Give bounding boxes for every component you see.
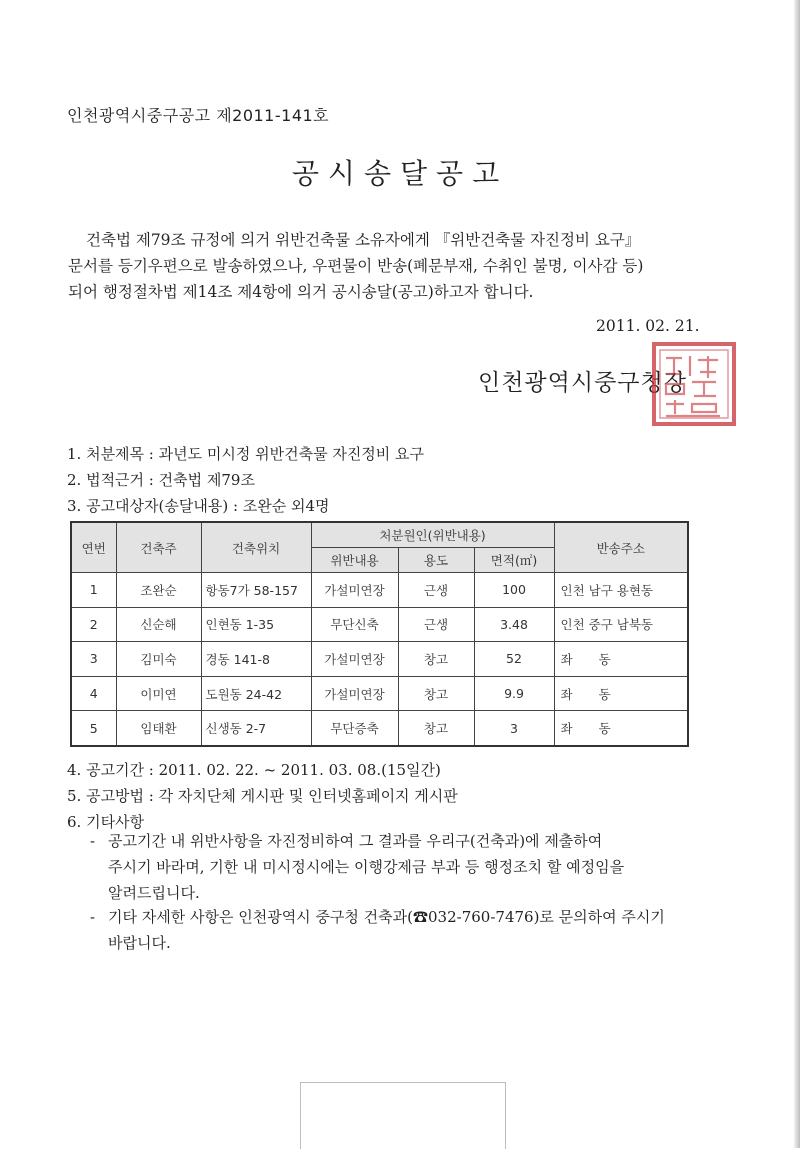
table-row — [71, 676, 688, 711]
announcement-date: 2011. 02. 21. — [596, 317, 700, 335]
note-contact — [90, 904, 710, 956]
target-table — [70, 521, 689, 747]
cell-location: 도원동 24-42 — [201, 676, 311, 711]
cell-address: 인천 중구 남북동 — [554, 607, 688, 642]
table-row — [71, 642, 688, 677]
header-return-address: 반송주소 — [554, 522, 688, 573]
page-title: 공시송달공고 — [291, 157, 509, 190]
note2-line-1: 기타 자세한 사항은 인천광역시 중구청 건축과(☎032-760-7476)로 문의하여 주시기 — [108, 908, 665, 926]
note2-line-2: 바랍니다. — [108, 934, 171, 952]
note1-line-1: 공고기간 내 위반사항을 자진정비하여 그 결과를 우리구(건축과)에 제출하여 — [108, 832, 603, 850]
item-disposition-title: 1. 처분제목 : 과년도 미시정 위반건축물 자진정비 요구 — [67, 445, 425, 463]
cell-use: 창고 — [398, 642, 474, 677]
intro-line-2: 문서를 등기우편으로 발송하였으나, 우편물이 반송(폐문부재, 수취인 불명, 이사감 등) — [68, 257, 644, 275]
note1-line-2: 주시기 바라며, 기한 내 미시정시에는 이행강제금 부과 등 행정조치 할 예정임을 — [108, 858, 625, 876]
item-other: 6. 기타사항 — [67, 813, 145, 831]
note1-line-3: 알려드립니다. — [108, 884, 200, 902]
cell-no: 1 — [71, 573, 116, 608]
scan-stamp-box — [300, 1082, 506, 1149]
cell-location: 신생동 2-7 — [201, 711, 311, 746]
header-area: 면적(㎡) — [474, 548, 554, 573]
cell-owner: 신순해 — [116, 607, 201, 642]
cell-area: 3 — [474, 711, 554, 746]
cell-violation: 무단증축 — [311, 711, 398, 746]
header-use: 용도 — [398, 548, 474, 573]
cell-location: 항동7가 58-157 — [201, 573, 311, 608]
table-row — [71, 607, 688, 642]
header-disposition-cause: 처분원인(위반내용) — [311, 522, 554, 548]
cell-no: 3 — [71, 642, 116, 677]
cell-location: 경동 141-8 — [201, 642, 311, 677]
item-legal-basis: 2. 법적근거 : 건축법 제79조 — [67, 471, 255, 489]
table-row — [71, 573, 688, 608]
intro-line-1: 건축법 제79조 규정에 의거 위반건축물 소유자에게 『위반건축물 자진정비 요구』 — [86, 231, 641, 249]
notice-details — [67, 757, 458, 835]
cell-owner: 이미연 — [116, 676, 201, 711]
cell-owner: 조완순 — [116, 573, 201, 608]
cell-owner: 임태환 — [116, 711, 201, 746]
cell-address: 좌동 — [554, 676, 688, 711]
item-method: 5. 공고방법 : 각 자치단체 게시판 및 인터넷홈페이지 게시판 — [67, 787, 458, 805]
cell-address: 좌동 — [554, 642, 688, 677]
issuer-name: 인천광역시중구청장 — [478, 370, 687, 396]
cell-address: 좌동 — [554, 711, 688, 746]
notice-items — [67, 441, 424, 519]
cell-area: 3.48 — [474, 607, 554, 642]
cell-location: 인현동 1-35 — [201, 607, 311, 642]
cell-owner: 김미숙 — [116, 642, 201, 677]
item-period: 4. 공고기간 : 2011. 02. 22. ~ 2011. 03. 08.(15일간) — [67, 761, 441, 779]
cell-no: 4 — [71, 676, 116, 711]
cell-violation: 가설미연장 — [311, 642, 398, 677]
header-location: 건축위치 — [201, 522, 311, 573]
table-row — [71, 711, 688, 746]
cell-use: 창고 — [398, 676, 474, 711]
cell-address: 인천 남구 용현동 — [554, 573, 688, 608]
note-dash: - — [90, 908, 96, 926]
cell-use: 근생 — [398, 573, 474, 608]
header-owner: 건축주 — [116, 522, 201, 573]
cell-use: 근생 — [398, 607, 474, 642]
cell-no: 2 — [71, 607, 116, 642]
intro-paragraph — [68, 227, 708, 305]
official-seal-stamp — [650, 340, 738, 428]
cell-violation: 무단신축 — [311, 607, 398, 642]
cell-use: 창고 — [398, 711, 474, 746]
intro-line-3: 되어 행정절차법 제14조 제4항에 의거 공시송달(공고)하고자 합니다. — [68, 283, 534, 301]
note-dash: - — [90, 832, 96, 850]
cell-no: 5 — [71, 711, 116, 746]
item-target: 3. 공고대상자(송달내용) : 조완순 외4명 — [67, 497, 330, 515]
note-correction — [90, 828, 710, 906]
header-violation: 위반내용 — [311, 548, 398, 573]
cell-violation: 가설미연장 — [311, 676, 398, 711]
document-number: 인천광역시중구공고 제2011-141호 — [67, 106, 330, 125]
cell-area: 100 — [474, 573, 554, 608]
cell-area: 52 — [474, 642, 554, 677]
cell-area: 9.9 — [474, 676, 554, 711]
header-no: 연번 — [71, 522, 116, 573]
cell-violation: 가설미연장 — [311, 573, 398, 608]
